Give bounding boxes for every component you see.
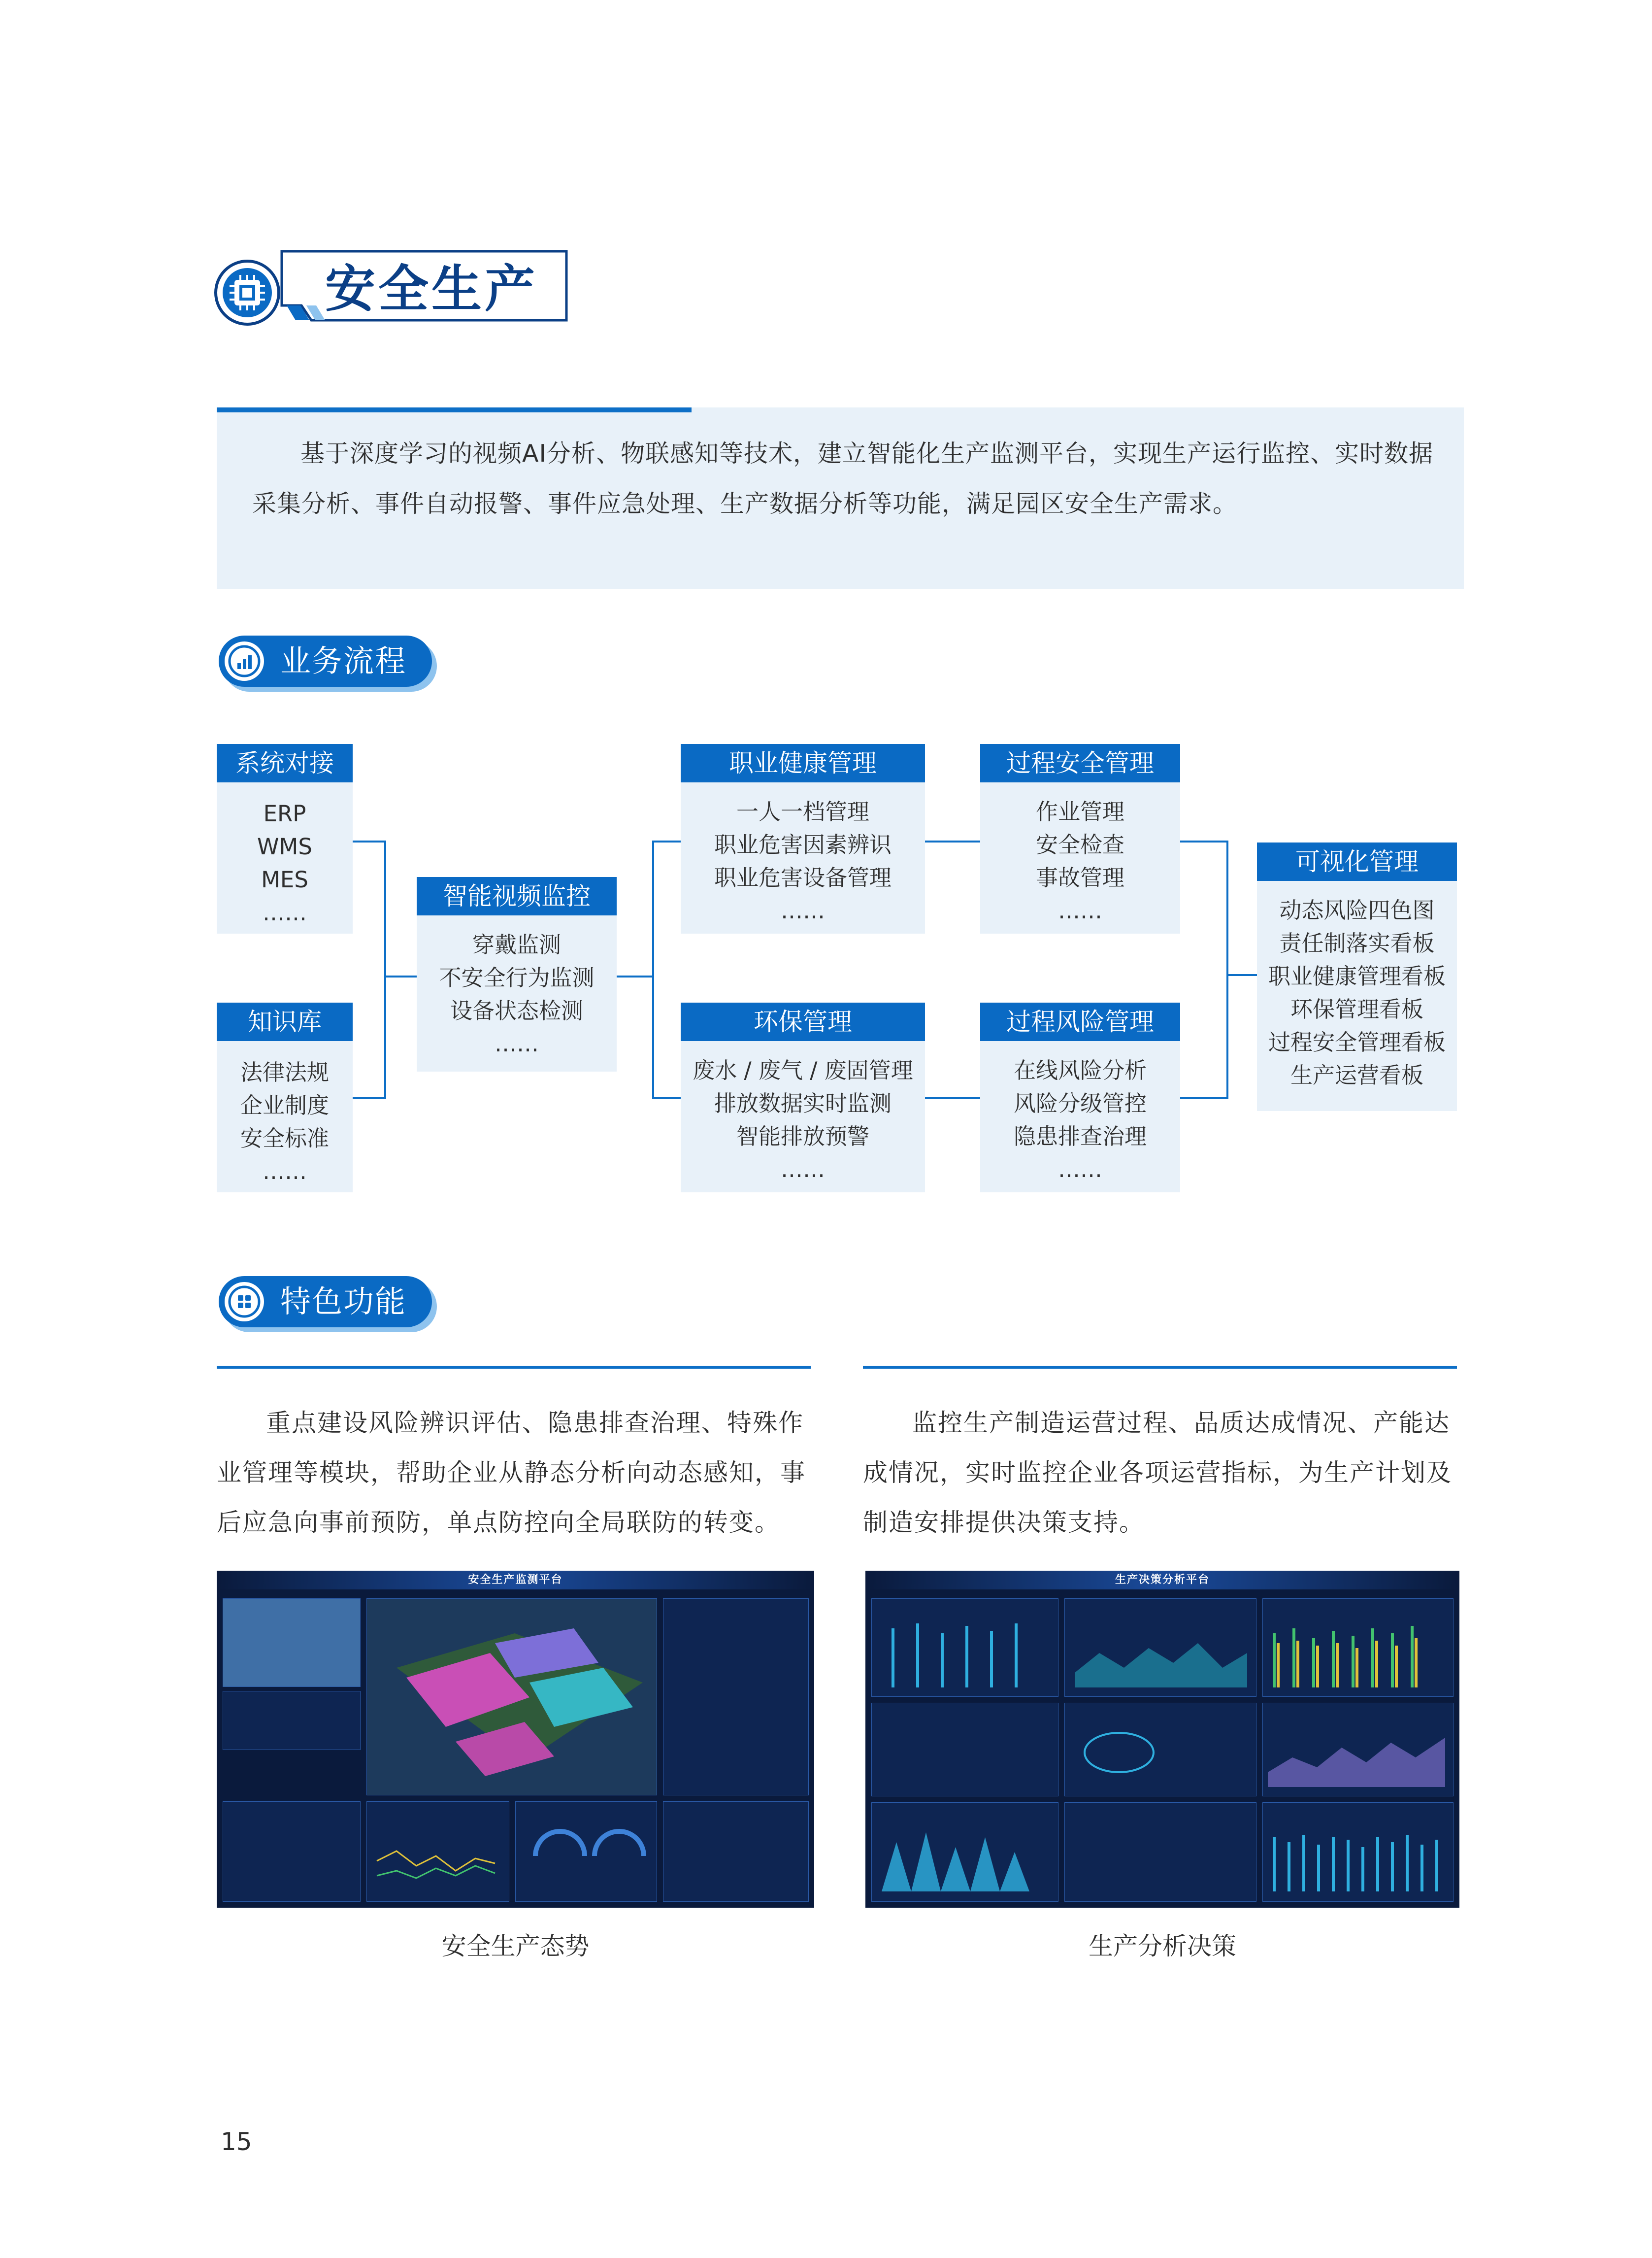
flow-box-visual xyxy=(1257,843,1457,1111)
page-number: 15 xyxy=(221,2127,252,2156)
flow-item: 在线风险分析 xyxy=(1013,1057,1147,1083)
screenshot-title: 安全生产监测平台 xyxy=(217,1571,814,1589)
section-heading-label: 特色功能 xyxy=(280,1283,407,1319)
flow-item: 法律法规 xyxy=(240,1059,329,1085)
intro-text: 基于深度学习的视频AI分析、物联感知等技术，建立智能化生产监测平台，实现生产运行监控、实时数据采集分析、事件自动报警、事件应急处理、生产数据分析等功能，满足园区安全生产需求。 xyxy=(252,439,1433,518)
bar-chart-panel-2 xyxy=(1262,1802,1454,1902)
flow-box-system xyxy=(217,744,353,934)
flow-item: 安全检查 xyxy=(1035,832,1124,858)
feature-text-right: 监控生产制造运营过程、品质达成情况、产能达成情况，实时监控企业各项运营指标，为生产计划及制造安排提供决策支持。 xyxy=(863,1409,1452,1537)
flow-item: 职业危害设备管理 xyxy=(714,865,892,891)
bar-chart-panel xyxy=(871,1598,1058,1697)
flow-box-title: 过程风险管理 xyxy=(980,1003,1180,1041)
section-heading-label: 业务流程 xyxy=(280,643,407,679)
feature-text-left: 重点建设风险辨识评估、隐患排查治理、特殊作业管理等模块，帮助企业从静态分析向动态感知，事后应急向事前预防，单点防控向全局联防的转变。 xyxy=(217,1409,806,1537)
table-panel xyxy=(871,1703,1058,1796)
flow-item: …… xyxy=(263,1158,307,1184)
alarm-list-panel xyxy=(663,1801,809,1902)
flow-item: 动态风险四色图 xyxy=(1279,897,1435,923)
dashboard-screenshot-safety xyxy=(217,1571,814,1908)
flow-item: 责任制落实看板 xyxy=(1279,930,1435,956)
flow-item: 不安全行为监测 xyxy=(439,965,595,991)
flow-item: …… xyxy=(781,1156,825,1182)
chart-icon xyxy=(225,641,264,681)
flow-item: …… xyxy=(495,1031,539,1057)
flow-item: 风险分级管控 xyxy=(1013,1090,1147,1116)
section-heading-features xyxy=(219,1276,432,1327)
flow-item: 穿戴监测 xyxy=(472,932,561,958)
flow-item: 设备状态检测 xyxy=(450,998,583,1024)
feature-divider-left xyxy=(217,1366,811,1369)
flow-box-title: 环保管理 xyxy=(681,1003,925,1041)
line-chart-panel xyxy=(366,1801,509,1902)
flow-box-title: 过程安全管理 xyxy=(980,744,1180,782)
flow-item: 隐患排查治理 xyxy=(1013,1123,1147,1149)
ring-panel xyxy=(1064,1703,1256,1796)
flow-box-env xyxy=(681,1003,925,1192)
3d-model-panel xyxy=(366,1598,657,1795)
screenshot-title: 生产决策分析平台 xyxy=(865,1571,1459,1589)
peak-chart-panel xyxy=(871,1802,1058,1902)
flow-box-title: 智能视频监控 xyxy=(417,877,617,915)
gauge-panel xyxy=(515,1801,657,1902)
page-title: 安全生产 xyxy=(325,260,538,319)
flow-box-process-safety xyxy=(980,744,1180,934)
caption-left: 安全生产态势 xyxy=(441,1932,590,1960)
flow-item: ERP xyxy=(263,801,306,827)
flow-item: 废水 / 废气 / 废固管理 xyxy=(693,1057,913,1083)
icons-panel xyxy=(1064,1802,1256,1902)
flow-box-video xyxy=(417,877,617,1072)
flow-item: 作业管理 xyxy=(1035,799,1124,825)
section-heading-flow xyxy=(219,636,432,687)
flow-item: …… xyxy=(1058,1156,1102,1182)
flow-item: …… xyxy=(1058,898,1102,924)
flow-box-knowledge xyxy=(217,1003,353,1192)
flow-box-process-risk xyxy=(980,1003,1180,1192)
flow-item: …… xyxy=(781,898,825,924)
dashboard-screenshot-production xyxy=(865,1571,1459,1908)
flow-item: 事故管理 xyxy=(1035,865,1124,891)
chip-icon xyxy=(213,258,282,327)
flow-item: WMS xyxy=(257,834,312,860)
flow-item: 安全标准 xyxy=(240,1125,329,1151)
flow-box-title: 系统对接 xyxy=(217,744,353,782)
flow-box-title: 知识库 xyxy=(217,1003,353,1041)
flow-item: 职业健康管理看板 xyxy=(1268,963,1446,989)
stats-panel xyxy=(223,1691,361,1750)
flow-item: 过程安全管理看板 xyxy=(1268,1029,1446,1055)
flow-item: 一人一档管理 xyxy=(736,799,869,825)
flow-box-health xyxy=(681,744,925,934)
flow-box-title: 职业健康管理 xyxy=(681,744,925,782)
personnel-panel xyxy=(663,1598,809,1795)
flow-item: 环保管理看板 xyxy=(1290,996,1423,1022)
flow-item: 职业危害因素辨识 xyxy=(714,832,892,858)
table-panel xyxy=(223,1801,361,1902)
grouped-bar-panel xyxy=(1262,1598,1454,1697)
flow-item: 企业制度 xyxy=(240,1092,329,1118)
feature-divider-right xyxy=(863,1366,1457,1369)
video-panel xyxy=(223,1598,361,1687)
caption-right: 生产分析决策 xyxy=(1089,1932,1236,1960)
flow-item: MES xyxy=(261,867,308,893)
flow-item: 智能排放预警 xyxy=(736,1123,869,1149)
intro-accent-bar xyxy=(217,407,692,412)
area-chart-panel xyxy=(1064,1598,1256,1697)
title-banner xyxy=(213,246,572,330)
flow-item: 生产运营看板 xyxy=(1290,1062,1423,1088)
flow-box-title: 可视化管理 xyxy=(1257,843,1457,881)
flow-item: 排放数据实时监测 xyxy=(714,1090,892,1116)
wave-chart-panel xyxy=(1262,1703,1454,1796)
flow-item: …… xyxy=(263,900,307,926)
grid-icon xyxy=(225,1282,264,1321)
